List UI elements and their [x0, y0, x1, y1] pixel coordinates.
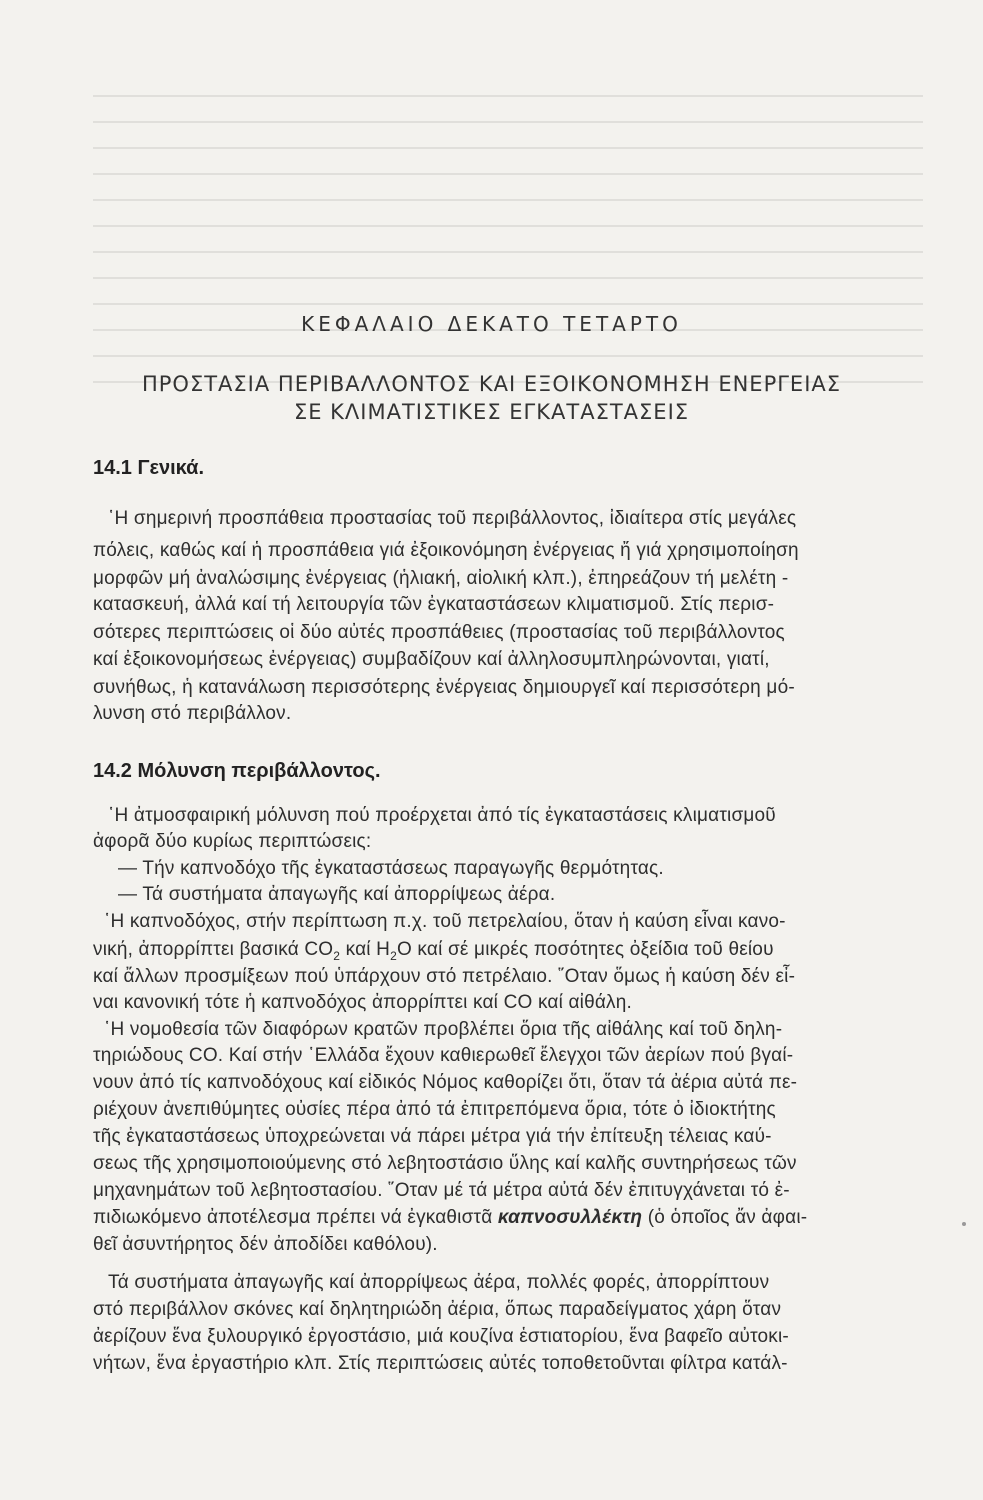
paragraph-line: καί ἄλλων προσμίξεων πού ὑπάρχουν στό πετρέλαιο. ῞Οταν ὅμως ἡ καύση δέν εἶ-: [93, 966, 796, 987]
paragraph-line: ῾Η καπνοδόχος, στήν περίπτωση π.χ. τοῦ πετρελαίου, ὅταν ἡ καύση εἶναι κανο-: [104, 911, 786, 932]
paragraph-line: συνήθως, ἡ κατανάλωση περισσότερης ἐνέργειας δημιουργεῖ καί περισσότερη μό-: [93, 677, 795, 698]
paragraph-line: ῾Η νομοθεσία τῶν διαφόρων κρατῶν προβλέπει ὅρια τῆς αἰθάλης καί τοῦ δηλη-: [104, 1019, 783, 1040]
paragraph-line: ῾Η σημερινή προσπάθεια προστασίας τοῦ περιβάλλοντος, ἰδιαίτερα στίς μεγάλες: [108, 508, 797, 529]
paragraph-line: ἀφορᾶ δύο κυρίως περιπτώσεις:: [93, 831, 372, 852]
paragraph-line: ριέχουν ἀνεπιθύμητες οὐσίες πέρα ἀπό τά ἐπιτρεπόμενα ὅρια, τότε ὁ ἰδιοκτήτης: [93, 1099, 776, 1120]
speck-mark: [962, 1222, 966, 1226]
chapter-title-line-2: ΣΕ ΚΛΙΜΑΤΙΣΤΙΚΕΣ ΕΓΚΑΤΑΣΤΑΣΕΙΣ: [293, 400, 690, 424]
paragraph-line: μηχανημάτων τοῦ λεβητοστασίου. ῞Οταν μέ τά μέτρα αὐτά δέν ἐπιτυγχάνεται τό ἐ-: [93, 1180, 790, 1201]
section-heading-14-2: 14.2 Μόλυνση περιβάλλοντος.: [93, 760, 381, 782]
paragraph-line: σεως τῆς χρησιμοποιούμενης στό λεβητοστάσιο ὕλης καί καλῆς συντηρήσεως τῶν: [93, 1153, 797, 1174]
paragraph-line: νουν ἀπό τίς καπνοδόχους καί εἰδικός Νόμος καθορίζει ὅτι, ὅταν τά ἀέρια αὐτά πε-: [93, 1072, 798, 1093]
paragraph-line-emphasis: πιδιωκόμενο ἀποτέλεσμα πρέπει νά ἐγκαθιστᾶ καπνοσυλλέκτη (ὁ ὁποῖος ἄν ἀφαι-: [93, 1207, 808, 1228]
chapter-label: ΚΕΦΑΛΑΙΟ ΔΕΚΑΤΟ ΤΕΤΑΡΤΟ: [301, 312, 682, 336]
paragraph-line: στό περιβάλλον σκόνες καί δηλητηριώδη ἀέρια, ὅπως παραδείγματος χάρη ὅταν: [93, 1299, 782, 1320]
bleed-through-texture: [93, 95, 923, 395]
paragraph-line: καί ἐξοικονομήσεως ἐνέργειας) συμβαδίζουν καί ἀλληλοσυμπληρώνονται, γιατί,: [93, 649, 770, 670]
paragraph-line: νήτων, ἕνα ἐργαστήριο κλπ. Στίς περιπτώσεις αὐτές τοποθετοῦνται φίλτρα κατάλ-: [93, 1353, 788, 1374]
paragraph-line: θεῖ ἀσυντήρητος δέν ἀποδίδει καθόλου).: [93, 1234, 438, 1255]
paragraph-line: ναι κανονική τότε ἡ καπνοδόχος ἀπορρίπτει καί CO καί αἰθάλη.: [93, 992, 632, 1013]
paragraph-line: πόλεις, καθώς καί ἡ προσπάθεια γιά ἐξοικονόμηση ἐνέργειας ἤ γιά χρησιμοποίηση: [93, 540, 799, 561]
paragraph-line: μορφῶν μή ἀναλώσιμης ἐνέργειας (ἡλιακή, αἰολική κλπ.), ἐπηρεάζουν τή μελέτη -: [93, 568, 789, 589]
paragraph-line-co2: νική, ἀπορρίπτει βασικά $CO_2$ καί $H_2O$ καί σέ μικρές ποσότητες ὀξείδια τοῦ θείου: [93, 939, 774, 963]
paragraph-line: Τά συστήματα ἀπαγωγῆς καί ἀπορρίψεως ἀέρα, πολλές φορές, ἀπορρίπτουν: [108, 1272, 770, 1293]
paragraph-line: τῆς ἐγκαταστάσεως ὑποχρεώνεται νά πάρει μέτρα γιά τήν ἐπίτευξη τέλειας καύ-: [93, 1126, 772, 1147]
paragraph-line: ἀερίζουν ἕνα ξυλουργικό ἐργοστάσιο, μιά κουζίνα ἑστιατορίου, ἕνα βαφεῖο αὐτοκι-: [93, 1326, 789, 1347]
paragraph-line: σότερες περιπτώσεις οἱ δύο αὐτές προσπάθειες (προστασίας τοῦ περιβάλλοντος: [93, 622, 785, 643]
paragraph-line: ῾Η ἀτμοσφαιρική μόλυνση πού προέρχεται ἀπό τίς ἐγκαταστάσεις κλιματισμοῦ: [108, 805, 776, 826]
list-item: — Τήν καπνοδόχο τῆς ἐγκαταστάσεως παραγωγῆς θερμότητας.: [118, 858, 664, 879]
paragraph-line: κατασκευή, ἀλλά καί τή λειτουργία τῶν ἐγκαταστάσεων κλιματισμοῦ. Στίς περισ-: [93, 594, 775, 615]
list-item: — Τά συστήματα ἀπαγωγῆς καί ἀπορρίψεως ἀέρα.: [118, 884, 556, 905]
emphasized-term: καπνοσυλλέκτη: [497, 1207, 643, 1228]
section-heading-14-1: 14.1 Γενικά.: [93, 457, 205, 479]
paragraph-line: τηριώδους CO. Καί στήν ῾Ελλάδα ἔχουν καθιερωθεῖ ἔλεγχοι τῶν ἀερίων πού βγαί-: [93, 1045, 794, 1066]
chapter-title-line-1: ΠΡΟΣΤΑΣΙΑ ΠΕΡΙΒΑΛΛΟΝΤΟΣ ΚΑΙ ΕΞΟΙΚΟΝΟΜΗΣΗ ΕΝΕΡΓΕΙΑΣ: [141, 372, 842, 396]
paragraph-line: λυνση στό περιβάλλον.: [93, 703, 292, 724]
